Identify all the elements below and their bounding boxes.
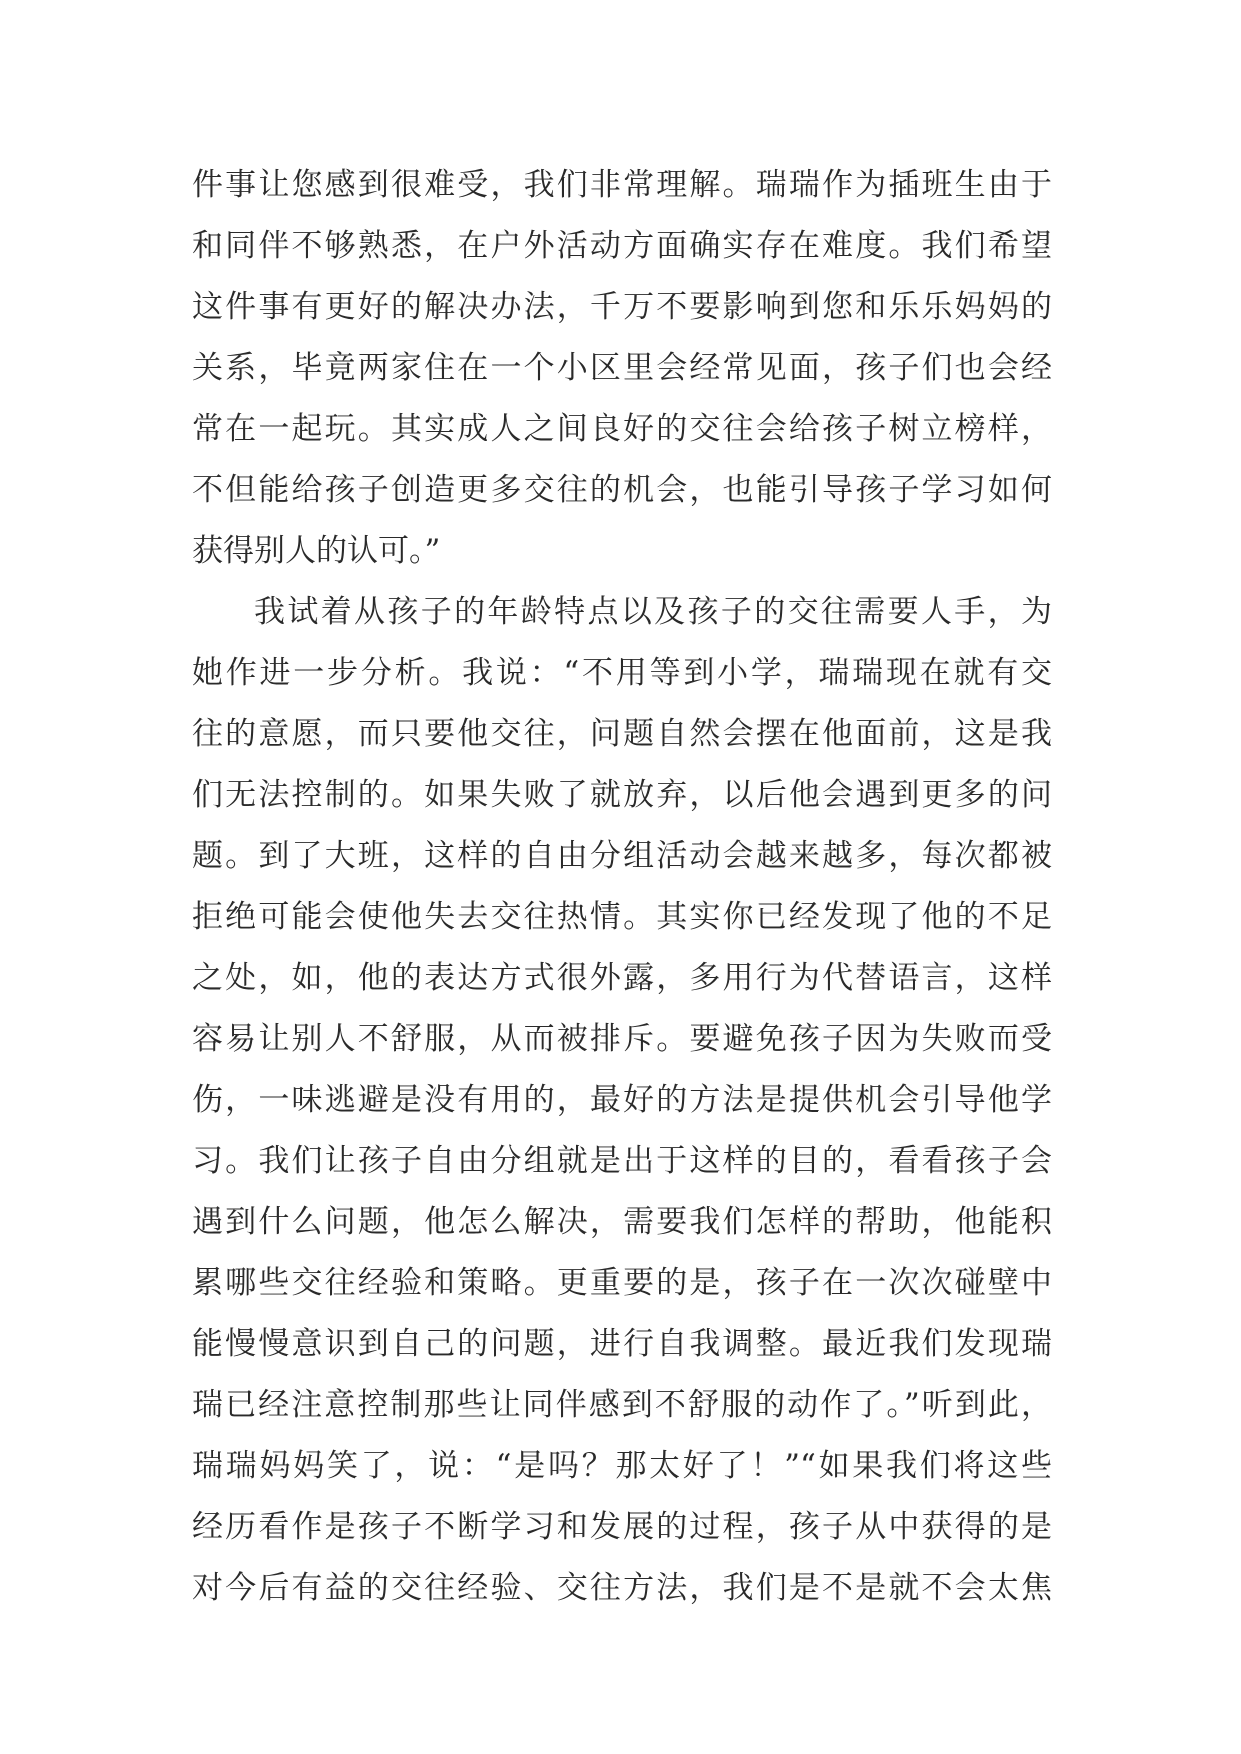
text-line: 容易让别人不舒服，从而被排斥。要避免孩子因为失败而受 bbox=[192, 1021, 1052, 1057]
text-line: 这件事有更好的解决办法，千万不要影响到您和乐乐妈妈的 bbox=[192, 289, 1052, 325]
text-line: 瑞瑞妈妈笑了，说：“是吗？那太好了！”“如果我们将这些 bbox=[192, 1448, 1052, 1484]
text-line: 经历看作是孩子不断学习和发展的过程，孩子从中获得的是 bbox=[192, 1509, 1052, 1545]
text-line: 她作进一步分析。我说：“不用等到小学，瑞瑞现在就有交 bbox=[192, 655, 1052, 691]
text-line: 遇到什么问题，他怎么解决，需要我们怎样的帮助，他能积 bbox=[192, 1204, 1052, 1240]
text-line: 瑞已经注意控制那些让同伴感到不舒服的动作了。”听到此， bbox=[192, 1387, 1052, 1423]
text-line: 习。我们让孩子自由分组就是出于这样的目的，看看孩子会 bbox=[192, 1143, 1052, 1179]
text-line: 获得别人的认可。” bbox=[192, 533, 441, 569]
text-line: 往的意愿，而只要他交往，问题自然会摆在他面前，这是我 bbox=[192, 716, 1052, 752]
paragraph-1 bbox=[192, 155, 1052, 582]
text-line: 常在一起玩。其实成人之间良好的交往会给孩子树立榜样， bbox=[192, 411, 1052, 447]
text-line: 不但能给孩子创造更多交往的机会，也能引导孩子学习如何 bbox=[192, 472, 1052, 508]
text-line: 对今后有益的交往经验、交往方法，我们是不是就不会太焦 bbox=[192, 1570, 1052, 1606]
body-text bbox=[192, 155, 1052, 1619]
text-line: 我试着从孩子的年龄特点以及孩子的交往需要人手，为 bbox=[254, 594, 1052, 630]
text-line: 关系，毕竟两家住在一个小区里会经常见面，孩子们也会经 bbox=[192, 350, 1052, 386]
text-line: 之处，如，他的表达方式很外露，多用行为代替语言，这样 bbox=[192, 960, 1052, 996]
text-line: 累哪些交往经验和策略。更重要的是，孩子在一次次碰壁中 bbox=[192, 1265, 1052, 1301]
text-line: 们无法控制的。如果失败了就放弃，以后他会遇到更多的问 bbox=[192, 777, 1052, 813]
text-line: 伤，一味逃避是没有用的，最好的方法是提供机会引导他学 bbox=[192, 1082, 1052, 1118]
text-line: 能慢慢意识到自己的问题，进行自我调整。最近我们发现瑞 bbox=[192, 1326, 1052, 1362]
text-line: 拒绝可能会使他失去交往热情。其实你已经发现了他的不足 bbox=[192, 899, 1052, 935]
text-line: 和同伴不够熟悉，在户外活动方面确实存在难度。我们希望 bbox=[192, 228, 1052, 264]
text-line: 件事让您感到很难受，我们非常理解。瑞瑞作为插班生由于 bbox=[192, 167, 1052, 203]
paragraph-2 bbox=[192, 582, 1052, 1619]
text-line: 题。到了大班，这样的自由分组活动会越来越多，每次都被 bbox=[192, 838, 1052, 874]
